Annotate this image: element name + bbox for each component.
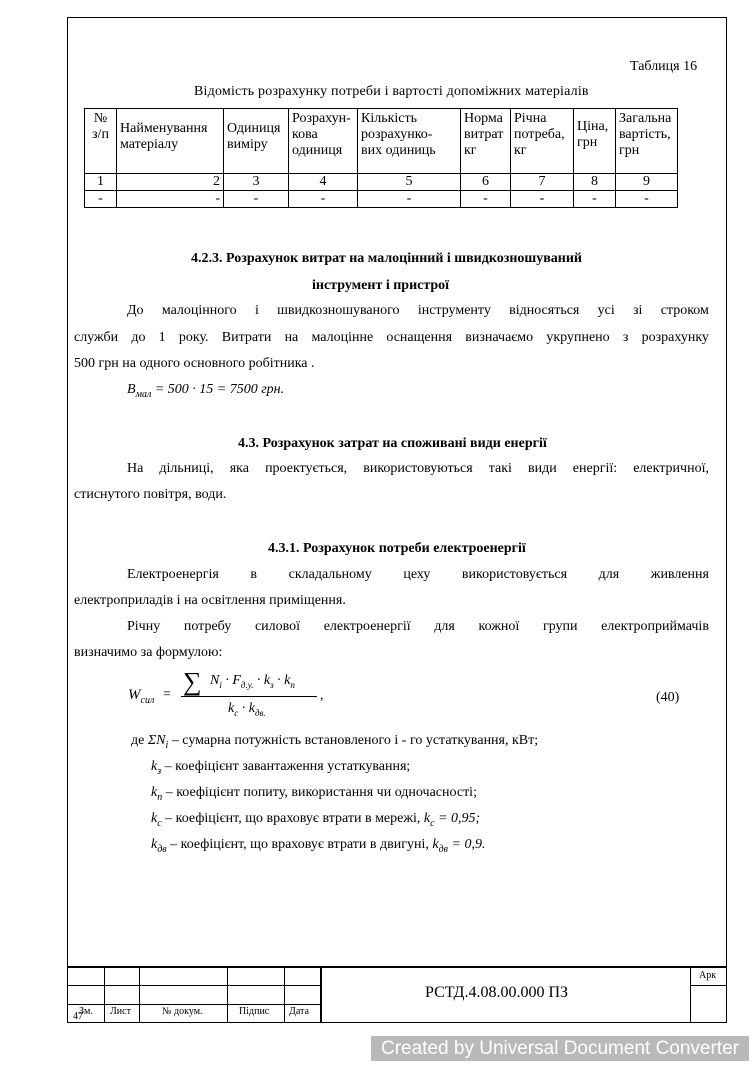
word: строком <box>660 303 709 318</box>
table-cell: 3 <box>224 174 289 191</box>
table-cell: - <box>358 191 461 208</box>
word: для <box>598 567 620 582</box>
header-cell-name: Найменування матеріалу <box>117 109 224 174</box>
table-cell: - <box>289 191 358 208</box>
word: яка <box>229 461 249 476</box>
word: Річну <box>127 619 161 634</box>
word: живлення <box>650 567 709 582</box>
stamp-label-signature: Підпис <box>239 1006 270 1017</box>
section-heading-4-2-3: 4.2.3. Розрахунок витрат на малоцінний і швидкозношуваний <box>191 251 582 266</box>
stamp-border <box>690 985 727 986</box>
word: до <box>131 330 146 345</box>
stamp-border <box>67 966 727 968</box>
word: використовуються <box>363 461 473 476</box>
definition-kdv: $k_{дв}$ – коефіцієнт, що враховує втрати в двигуні, $k_{дв} = 0,9$. <box>151 837 486 855</box>
stamp-border <box>320 966 322 1023</box>
stamp-label-date: Дата <box>289 1006 309 1017</box>
stamp-border <box>284 966 285 1023</box>
word: Витрати <box>221 330 272 345</box>
paragraph-line: стиснутого повітря, води. <box>74 487 227 502</box>
definition-kc: $k_с$ – коефіцієнт, що враховує втрати в мережі, $k_с = 0,95$; <box>151 811 481 829</box>
formula-equals: = <box>163 687 171 702</box>
word: зі <box>633 303 643 318</box>
formula-numerator: $N_i \cdot F_{д.у.} \cdot k_з \cdot k_п$ <box>210 673 295 690</box>
word: відносяться <box>509 303 580 318</box>
table-cell: 9 <box>616 174 678 191</box>
paragraph-line: електроприладів і на освітлення приміщення. <box>74 593 346 608</box>
formula-sum-sign: ∑ <box>183 667 202 696</box>
stamp-border <box>104 966 105 1023</box>
converter-watermark: Created by Universal Document Converter <box>371 1036 749 1061</box>
table-cell: - <box>574 191 616 208</box>
definition-kz: $k_з$ – коефіцієнт завантаження устаткування; <box>151 759 411 777</box>
table-cell: 8 <box>574 174 616 191</box>
materials-table <box>84 108 678 208</box>
stamp-border <box>139 966 140 1023</box>
paragraph-line: визначимо за формулою: <box>74 645 223 660</box>
word: оснащення <box>386 330 453 345</box>
header-cell-unit: Одиниця виміру <box>224 109 289 174</box>
word: кожної <box>478 619 520 634</box>
word: для <box>434 619 455 634</box>
definition-sum-n: де $\Sigma N_i$ – сумарна потужність встановленого і - го устаткування, кВт; <box>131 733 539 751</box>
table-cell: - <box>511 191 574 208</box>
word: До <box>127 303 144 318</box>
word: складальному <box>288 567 372 582</box>
header-cell-quantity: Кількість розрахунко- вих одиниць <box>358 109 461 174</box>
paragraph-line <box>127 301 709 321</box>
table-cell: 5 <box>358 174 461 191</box>
fraction-bar <box>181 696 317 697</box>
table-cell: - <box>117 191 224 208</box>
table-cell: 7 <box>511 174 574 191</box>
formula-b-mal: $B_{мал} = 500 \cdot 15 = 7500$ грн. <box>127 382 285 400</box>
table-cell: - <box>224 191 289 208</box>
formula-lhs: $W_{сил}$ <box>128 687 155 706</box>
stamp-border <box>227 966 228 1023</box>
word: Електроенергія <box>127 567 219 582</box>
word: в <box>250 567 258 582</box>
header-cell-price: Ціна, грн <box>574 109 616 174</box>
word: проектується, <box>265 461 348 476</box>
word: малоцінне <box>311 330 374 345</box>
table-cell: 4 <box>289 174 358 191</box>
header-cell-annual-need: Річна потреба, кг <box>511 109 574 174</box>
word: розрахунку <box>641 330 709 345</box>
word: і <box>254 303 259 318</box>
word: групи <box>542 619 578 634</box>
word: року. <box>178 330 209 345</box>
table-cell: 6 <box>461 174 511 191</box>
formula-40 <box>128 668 378 724</box>
paragraph-line <box>127 565 709 585</box>
header-cell-norm: Норма витрат кг <box>461 109 511 174</box>
word: енергії: <box>572 461 618 476</box>
table-cell: - <box>85 191 117 208</box>
word: малоцінного <box>161 303 237 318</box>
table-row <box>85 191 678 208</box>
header-cell-total: Загальна вартість, грн <box>616 109 678 174</box>
word: види <box>528 461 557 476</box>
stamp-label-lyst: Лист <box>110 1006 131 1017</box>
definition-kp: $k_п$ – коефіцієнт попиту, використання чи одночасності; <box>151 785 477 803</box>
table-title: Відомість розрахунку потреби і вартості допоміжних матеріалів <box>194 84 589 99</box>
table-cell: - <box>461 191 511 208</box>
word: визначаємо <box>465 330 534 345</box>
document-code: РСТД.4.08.00.000 ПЗ <box>425 984 569 1001</box>
paragraph-line <box>74 328 709 348</box>
word: з <box>622 330 629 345</box>
word: силової <box>254 619 301 634</box>
word: потребу <box>183 619 232 634</box>
word: На <box>127 461 144 476</box>
word: електричної, <box>633 461 709 476</box>
stamp-border <box>690 966 691 1023</box>
word: такі <box>488 461 512 476</box>
table-cell: - <box>616 191 678 208</box>
word: укрупнено <box>546 330 610 345</box>
word: використовується <box>461 567 568 582</box>
table-cell: 1 <box>85 174 117 191</box>
stamp-label-doc-no: № докум. <box>162 1006 203 1017</box>
table-row-numbers <box>85 174 678 191</box>
word: служби <box>74 330 119 345</box>
section-heading-4-2-3-cont: інструмент і пристрої <box>312 278 450 293</box>
formula-denominator: $k_с \cdot k_{дв.}$ <box>228 701 266 718</box>
section-heading-4-3-1: 4.3.1. Розрахунок потреби електроенергії <box>268 541 526 556</box>
header-cell-calc-unit: Розрахун- кова одиниця <box>289 109 358 174</box>
equation-number: (40) <box>656 690 680 705</box>
word: електроприймачів <box>601 619 709 634</box>
section-heading-4-3: 4.3. Розрахунок затрат на споживані види енергії <box>238 436 547 451</box>
table-number: Таблиця 16 <box>630 59 698 74</box>
paragraph-line: 500 грн на одного основного робітника . <box>74 356 315 371</box>
word: швидкозношуваного <box>277 303 400 318</box>
stamp-label-zm: Зм. <box>79 1006 93 1017</box>
word: інструменту <box>417 303 491 318</box>
word: цеху <box>403 567 431 582</box>
paragraph-line <box>127 459 709 479</box>
table-cell: 2 <box>117 174 224 191</box>
header-cell-no: № з/п <box>85 109 117 174</box>
word: на <box>284 330 299 345</box>
table-header-row <box>85 109 678 174</box>
word: усі <box>597 303 615 318</box>
paragraph-line <box>127 617 709 637</box>
formula-comma: , <box>320 688 324 703</box>
word: 1 <box>158 330 166 345</box>
word: електроенергії <box>323 619 411 634</box>
stamp-label-ark: Арк <box>699 970 717 981</box>
word: дільниці, <box>159 461 214 476</box>
page-number: 47 <box>73 1011 83 1022</box>
